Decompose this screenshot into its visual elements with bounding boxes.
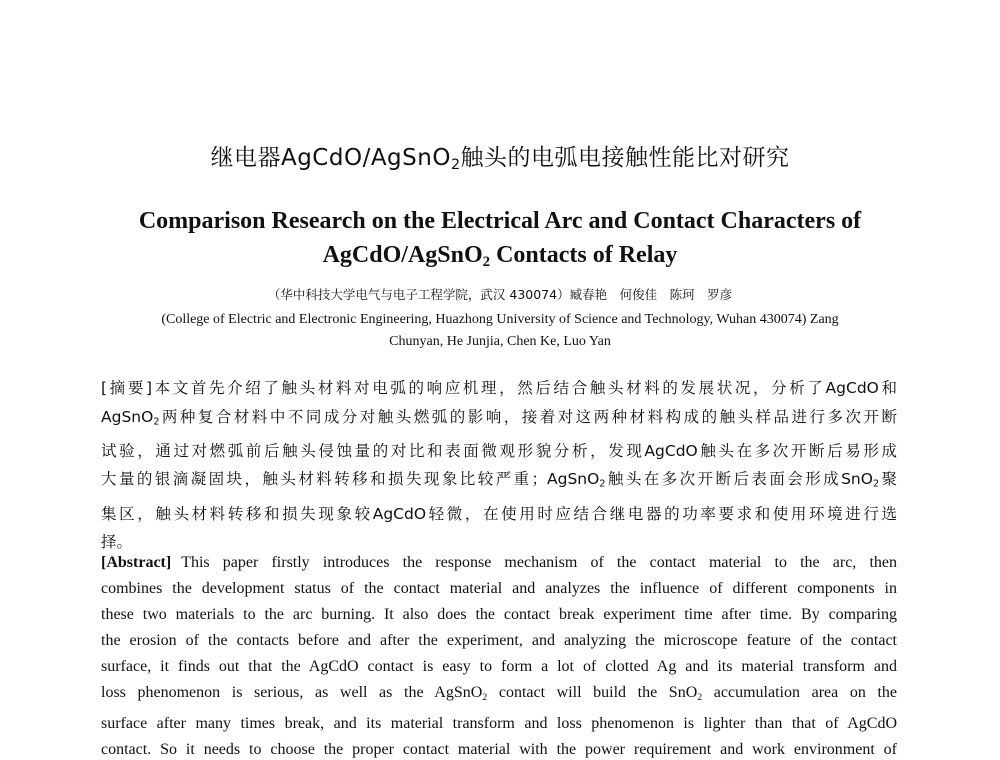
abstract-english-line1-text: This paper firstly introduces the response mechanism of the contact material to the arc, then	[181, 554, 897, 571]
abstract-chinese-line5: 集区，触头材料转移和损失现象较AgCdO轻微，在使用时应结合继电器的功率要求和使用环境进行选	[101, 504, 897, 523]
abstract-english-line6-middle: contact will build the SnO	[487, 684, 698, 701]
abstract-chinese-line4	[101, 465, 897, 499]
abstract-english-line3: these two materials to the arc burning. It also does the contact break experiment time after time. By comparing	[101, 606, 897, 623]
affiliation-english-line2: Chunyan, He Junjia, Chen Ke, Luo Yan	[389, 334, 611, 349]
abstract-chinese-line4-middle: 触头在多次开断后表面会形成SnO	[605, 470, 873, 489]
title-english-line1: Comparison Research on the Electrical Arc and Contact Characters of	[138, 208, 862, 234]
abstract-chinese-line4-suffix: 聚	[879, 470, 897, 489]
abstract-chinese-line2-prefix: AgSnO	[101, 407, 154, 426]
abstract-english	[101, 550, 897, 760]
title-english-line2-subscript: 2	[482, 254, 491, 271]
abstract-english-line5: surface, it finds out that the AgCdO contact is easy to form a lot of clotted Ag and its material transform and	[101, 658, 897, 675]
abstract-english-line6-subscript: 2	[482, 691, 488, 703]
abstract-chinese-line4-subscript: 2	[599, 479, 606, 491]
abstract-chinese	[101, 374, 897, 557]
abstract-english-line7: surface after many times break, and its material transform and loss phenomenon is lighter than that of AgCdO	[101, 714, 897, 732]
title-chinese	[0, 142, 1000, 181]
abstract-english-line1	[101, 550, 897, 576]
abstract-english-line4: the erosion of the contacts before and after the experiment, and analyzing the microscope feature of the contact	[101, 632, 897, 649]
title-english	[0, 204, 1000, 279]
title-chinese-suffix: 触头的电弧电接触性能比对研究	[460, 145, 790, 171]
abstract-english-line6-suffix: accumulation area on the	[702, 684, 897, 701]
title-english-line2-suffix: Contacts of Relay	[490, 242, 678, 268]
title-english-line2-prefix: AgCdO/AgSnO	[322, 242, 483, 268]
affiliation-english-line1: (College of Electric and Electronic Engineering, Huazhong University of Science and Technology, Wuhan 430074) Zang	[161, 312, 839, 327]
abstract-chinese-line3: 试验，通过对燃弧前后触头侵蚀量的对比和表面微观形貌分析，发现AgCdO触头在多次开断后易形成	[101, 441, 897, 460]
abstract-chinese-line2-suffix: 两种复合材料中不同成分对触头燃弧的影响，接着对这两种材料构成的触头样品进行多次开断	[159, 407, 897, 426]
affiliation-english	[120, 309, 880, 353]
abstract-chinese-line4-subscript2: 2	[872, 479, 880, 491]
abstract-chinese-line1: [摘要]本文首先介绍了触头材料对电弧的响应机理，然后结合触头材料的发展状况，分析了AgCdO和	[101, 379, 897, 397]
title-english-line2	[0, 238, 1000, 279]
abstract-chinese-line4-prefix: 大量的银滴凝固块，触头材料转移和损失现象比较严重；AgSnO	[101, 470, 600, 489]
abstract-english-label: [Abstract]	[101, 554, 172, 571]
abstract-english-line8: contact. So it needs to choose the proper contact material with the power requirement and work environment of	[101, 740, 897, 758]
abstract-english-line6-subscript2: 2	[697, 691, 703, 703]
abstract-english-line6	[101, 680, 897, 711]
abstract-english-line2: combines the development status of the contact material and analyzes the influence of different components in	[101, 580, 897, 597]
title-chinese-subscript: 2	[450, 156, 461, 173]
abstract-chinese-line2-subscript: 2	[153, 416, 160, 428]
title-chinese-prefix: 继电器AgCdO/AgSnO	[210, 145, 451, 171]
affiliation-chinese: （华中科技大学电气与电子工程学院，武汉 430074）臧春艳 何俊佳 陈珂 罗彦	[267, 287, 733, 302]
abstract-chinese-line6: 择。	[101, 533, 133, 552]
abstract-english-line6-prefix: loss phenomenon is serious, as well as the AgSnO	[101, 684, 483, 701]
abstract-chinese-line2	[101, 403, 897, 437]
